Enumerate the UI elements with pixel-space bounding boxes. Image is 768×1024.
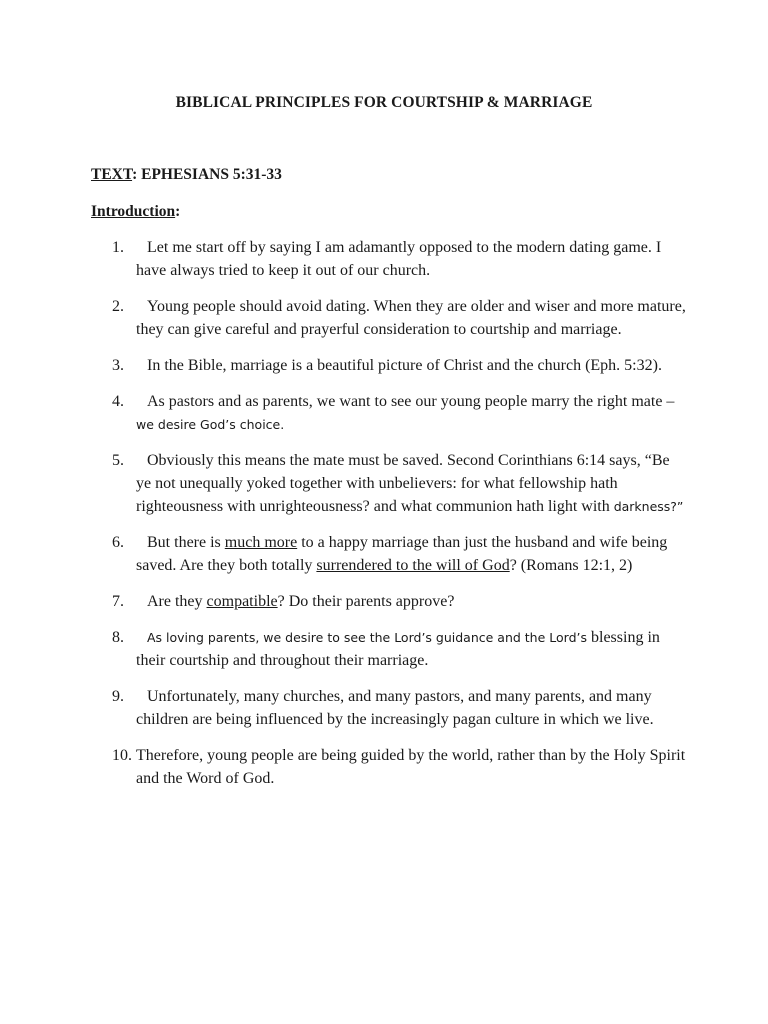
list-item-number: 5. [112,451,124,469]
list-item-text-part: ? Do their parents approve? [277,592,455,610]
list-item [0,744,768,791]
list-item [0,449,768,519]
text-label: TEXT [91,166,133,183]
list-item-text [136,449,686,519]
introduction-colon: : [175,203,181,220]
list-item-text: Therefore, young people are being guided by the world, rather than by the Holy Spirit and the Word of God. [136,746,686,787]
list-item-number: 10. [112,746,132,764]
list-item-text: Unfortunately, many churches, and many pastors, and many parents, and many children are being influenced by the increasingly pagan culture in which we live. [136,687,654,728]
list-item [0,354,768,377]
list-item-text: Young people should avoid dating. When they are older and wiser and more mature, they can give careful and prayerful consideration to courtship and marriage. [136,297,686,339]
list-item-number: 7. [112,592,124,610]
list-item-text-part: darkness?” [609,499,684,515]
scripture-text-reference [91,166,282,184]
list-item-text-part: As loving parents, we desire to see the Lord’s guidance and the Lord’s [147,629,587,645]
list-item-text-part: Are they [147,592,207,610]
list-item [0,590,768,613]
list-item-text-part: But there is [147,533,225,551]
list-item-number: 3. [112,356,124,374]
list-item [0,626,768,673]
list-item-text-part: Obviously this means the mate must be saved. Second Corinthians 6:14 says, “Be ye not unequally yoked together with unbelievers: for what fellowship hath righteousness with unrighteousness? and what communion hath light with [136,451,670,516]
list-item-text: In the Bible, marriage is a beautiful picture of Christ and the church (Eph. 5:32). [147,356,662,374]
list-item-text: Let me start off by saying I am adamantly opposed to the modern dating game. I have always tried to keep it out of our church. [136,239,662,280]
list-item-text-part: we desire God’s choice. [136,416,285,432]
list-item-number: 9. [112,687,124,705]
list-item-number: 8. [112,628,124,646]
introduction-heading [91,203,180,221]
list-item [0,390,768,437]
list-item [0,236,768,283]
underlined-phrase: surrendered to the will of God [316,557,510,575]
list-item-number: 4. [112,392,124,410]
document-title: BIBLICAL PRINCIPLES FOR COURTSHIP & MARRIAGE [175,94,593,111]
underlined-phrase: compatible [206,592,278,610]
underlined-phrase: much more [224,533,298,551]
list-item-text-part: to a happy marriage than just the husband and wife being saved. Are they both totally [136,533,668,575]
list-item-number: 2. [112,297,124,315]
list-item [0,295,768,342]
list-item-text [136,626,686,673]
list-item-text-part: ? (Romans 12:1, 2) [509,557,633,575]
text-reference-value: : EPHESIANS 5:31-33 [132,166,282,183]
list-item [0,531,768,578]
introduction-label: Introduction [91,203,176,220]
introduction-list [0,236,768,803]
list-item-text [136,590,686,613]
list-item-text [136,531,686,578]
list-item-text-part: As pastors and as parents, we want to see our young people marry the right mate – [147,392,675,410]
list-item-number: 6. [112,533,124,551]
list-item-text-part: blessing in their courtship and throughout their marriage. [136,628,660,669]
list-item-text [136,390,686,437]
list-item-number: 1. [112,239,124,256]
list-item [0,685,768,732]
